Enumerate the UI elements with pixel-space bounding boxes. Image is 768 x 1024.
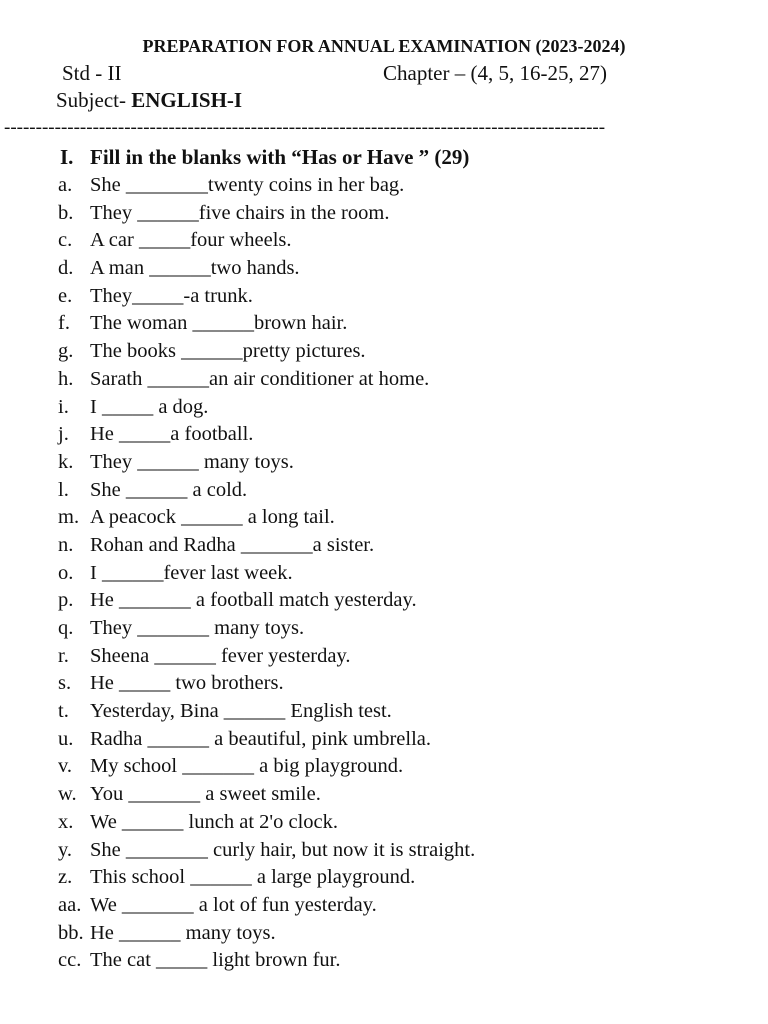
question-marker: t. [58, 700, 69, 723]
question-text: She ______ a cold. [90, 478, 248, 501]
question-list [58, 172, 475, 975]
question-marker: e. [58, 284, 73, 307]
question-text: My school _______ a big playground. [90, 755, 404, 778]
subject-value: ENGLISH-I [131, 88, 243, 112]
question-marker: l. [58, 478, 69, 501]
question-text: I ______fever last week. [90, 561, 293, 584]
question-item [58, 837, 475, 865]
question-item [58, 587, 475, 615]
question-marker: h. [58, 367, 74, 390]
question-item [58, 809, 475, 837]
question-text: They _______ many toys. [90, 617, 305, 639]
section-number: I. [60, 145, 74, 169]
question-text: This school ______ a large playground. [90, 866, 416, 889]
chapter-label: Chapter – (4, 5, 16-25, 27) [383, 61, 607, 85]
question-item [58, 421, 475, 449]
standard-label: Std - II [62, 61, 122, 85]
question-item [58, 338, 475, 366]
question-item [58, 643, 475, 671]
question-item [58, 200, 475, 228]
question-item [58, 864, 475, 892]
question-text: You _______ a sweet smile. [90, 783, 321, 806]
question-item [58, 310, 475, 338]
question-item [58, 615, 475, 643]
question-item [58, 532, 475, 560]
question-item [58, 698, 475, 726]
question-marker: w. [58, 783, 77, 806]
question-item [58, 227, 475, 255]
question-marker: cc. [58, 949, 82, 972]
question-text: The cat _____ light brown fur. [90, 949, 341, 972]
question-text: She ________ curly hair, but now it is straight. [90, 838, 476, 861]
question-marker: k. [58, 450, 74, 473]
question-text: He ______ many toys. [90, 921, 276, 944]
question-text: She ________twenty coins in her bag. [90, 174, 405, 196]
question-item [58, 283, 475, 311]
question-marker: s. [58, 672, 72, 695]
question-marker: y. [58, 838, 73, 861]
question-marker: b. [58, 201, 74, 224]
question-item [58, 255, 475, 283]
question-marker: i. [58, 395, 69, 418]
question-text: He _______ a football match yesterday. [90, 589, 417, 612]
question-text: We ______ lunch at 2'o clock. [90, 810, 338, 833]
question-marker: aa. [58, 893, 82, 916]
dashed-divider: ----------------------------------------------------------------------------------------------- [4, 117, 606, 138]
section-heading [60, 145, 469, 170]
question-text: The woman ______brown hair. [90, 312, 348, 335]
question-marker: j. [58, 423, 69, 446]
question-text: I _____ a dog. [90, 395, 209, 418]
question-text: A peacock ______ a long tail. [90, 506, 335, 529]
question-marker: c. [58, 229, 73, 252]
question-item [58, 753, 475, 781]
question-marker: o. [58, 561, 74, 584]
question-marker: m. [58, 506, 80, 529]
question-marker: x. [58, 810, 74, 833]
question-marker: f. [58, 312, 70, 335]
question-text: Sarath ______an air conditioner at home. [90, 367, 430, 390]
section-title: Fill in the blanks with “Has or Have ” (29) [90, 145, 470, 169]
question-item [58, 394, 475, 422]
question-marker: u. [58, 727, 74, 750]
question-text: We _______ a lot of fun yesterday. [90, 893, 377, 916]
question-text: He _____ two brothers. [90, 672, 284, 695]
subject-label: Subject- [56, 88, 132, 112]
question-marker: g. [58, 340, 74, 363]
question-item [58, 504, 475, 532]
question-marker: d. [58, 257, 74, 280]
question-item [58, 947, 475, 975]
question-text: He _____a football. [90, 423, 254, 446]
question-marker: r. [58, 644, 69, 667]
question-item [58, 560, 475, 588]
question-text: The books ______pretty pictures. [90, 340, 366, 363]
question-marker: bb. [58, 921, 84, 944]
page-title: PREPARATION FOR ANNUAL EXAMINATION (2023-2024) [142, 36, 626, 56]
question-marker: n. [58, 533, 74, 556]
question-marker: p. [58, 589, 74, 612]
question-marker: v. [58, 755, 73, 778]
question-item [58, 670, 475, 698]
question-item [58, 920, 475, 948]
question-marker: a. [58, 174, 73, 196]
question-text: Yesterday, Bina ______ English test. [90, 700, 392, 723]
question-text: Sheena ______ fever yesterday. [90, 644, 351, 667]
question-text: They ______five chairs in the room. [90, 201, 390, 224]
question-item [58, 366, 475, 394]
question-text: A car _____four wheels. [90, 229, 292, 252]
question-item [58, 781, 475, 809]
question-item [58, 449, 475, 477]
question-text: A man ______two hands. [90, 257, 300, 280]
question-marker: q. [58, 617, 74, 639]
question-marker: z. [58, 866, 73, 889]
question-item [58, 892, 475, 920]
question-item [58, 477, 475, 505]
question-text: Rohan and Radha _______a sister. [90, 533, 375, 556]
question-text: They ______ many toys. [90, 450, 294, 473]
question-item [58, 726, 475, 754]
subject-line [56, 88, 242, 113]
question-item [58, 172, 475, 200]
question-text: Radha ______ a beautiful, pink umbrella. [90, 727, 432, 750]
question-text: They_____-a trunk. [90, 284, 253, 307]
